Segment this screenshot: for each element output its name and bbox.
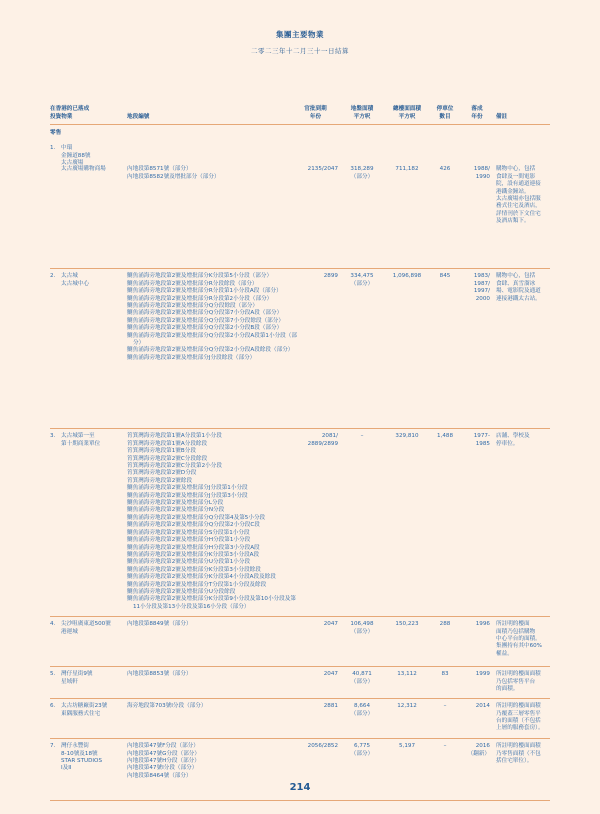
lot-number: 鰂魚涌海旁地段第2號及增批部分T分段第1小分段及餘段 (127, 581, 267, 588)
table-row (50, 617, 550, 667)
lot-number: 鰂魚涌海旁地段第2號及增批部分K分段第5小分段（部分） (127, 273, 273, 280)
lot-number: 鰂魚涌海旁地段第2號及增批部分R分段第1小分段A段（部分） (127, 288, 282, 295)
remarks: 所註明的樓面面積 乃包括零售平台 的面積。 (496, 671, 541, 692)
site-area: 40,871 （部分） (350, 671, 374, 685)
parking-spaces: – (443, 703, 447, 710)
col-parking: 停車位 數目 (436, 106, 454, 120)
remarks: 店舖、學校及 停車位。 (496, 433, 530, 447)
completion-year: 2016 （翻新） (467, 743, 490, 757)
lot-number: 內地段第8853號（部分） (127, 671, 192, 678)
col-remarks: 備註 (496, 113, 508, 120)
property-table (50, 104, 550, 801)
lot-number: 鰂魚涌海旁地段第2號及增批部分S分段第1小分段 (127, 529, 250, 536)
lot-list (127, 703, 302, 710)
lot-number: 鰂魚涌海旁地段第2號及增批部分Q分段第2小分段C段 (127, 522, 260, 529)
parking-spaces: 426 (439, 166, 451, 173)
site-area: 334,475 （部分） (350, 273, 374, 287)
lot-number: 筲箕灣海旁地段第1號A分段第1小分段 (127, 433, 222, 440)
completion-year: 1983/ 1987/ 1997/ 2000 (473, 273, 490, 302)
gross-floor-area: 13,112 (397, 671, 417, 678)
lot-number: 鰂魚涌海旁地段第2號及增批部分L分段 (127, 500, 224, 507)
property-name: 灣仔星街9號 星域軒 (61, 671, 93, 685)
completion-year: 1999 (475, 671, 490, 678)
col-year: 落成 年份 (471, 106, 483, 120)
lot-number: 鰂魚涌海旁地段第2號及增批部分R分段第2小分段（部分） (127, 295, 273, 302)
site-area: 6,775 （部分） (350, 743, 374, 757)
remarks: 所註明的樓面 面積乃包括購物 中心平台的面積。 集團持有其中60% 權益。 (496, 621, 542, 657)
section-retail: 零售 (50, 130, 62, 136)
lease-expiry: 2047 (323, 671, 338, 678)
lot-number: 鰂魚涌海旁地段第2號及增批部分K分段第3小分段A段 (127, 551, 260, 558)
table-body (50, 141, 550, 801)
table-row (50, 699, 550, 739)
lot-number: 內地段第8571號（部分） (127, 166, 192, 173)
remarks: 所註明的樓面面積 乃零售面積（不包 括住宅單位）。 (496, 743, 541, 764)
lease-expiry: 2056/2852 (307, 743, 338, 750)
lot-number: 鰂魚涌海旁地段第2號及增批部分Q分段第4及第5小分段 (127, 514, 266, 521)
lot-list (127, 145, 302, 181)
completion-year: 1977- 1985 (473, 433, 490, 447)
row-number: 5. (50, 671, 56, 678)
lot-number: 鰂魚涌海旁地段第2號及增批部分Q分段餘段（部分） (127, 303, 259, 310)
col-lot: 地段編號 (127, 113, 150, 120)
parking-spaces: 845 (439, 273, 451, 280)
table-row (50, 141, 550, 269)
lot-number: 筲箕灣海旁地段第2號餘段 (127, 477, 193, 484)
lot-number: 筲箕灣海旁地段第2號C分段第2小分段 (127, 463, 222, 470)
col-property: 在香港的已落成 投資物業 (50, 106, 90, 120)
lot-number: 筲箕灣海旁地段第2號C分段餘段 (127, 455, 208, 462)
site-area: 318,289 （部分） (350, 166, 374, 180)
page-title: 集團主要物業 (276, 30, 324, 39)
property-name: 中環 金鐘道88號 太古廣場 (61, 145, 91, 167)
lease-expiry: 2135/2047 (307, 166, 338, 173)
lot-number: 鰂魚涌海旁地段第2號及增批部分R分段餘段（部分） (127, 280, 258, 287)
lease-expiry: 2081/ 2889/2899 (307, 433, 338, 447)
row-number: 6. (50, 703, 56, 710)
lot-number: 鰂魚涌海旁地段第2號及增批部分N分段 (127, 507, 225, 514)
lot-number: 鰂魚涌海旁地段第2號及增批部分K分段第9小分段及第10小分段及第11小分段及第13小分段及第16小分段（部分） (127, 596, 296, 610)
row-number: 2. (50, 273, 56, 280)
parking-spaces: 83 (441, 671, 449, 678)
lot-list (127, 273, 302, 362)
table-row (50, 429, 550, 617)
lot-number: 海旁地段第703號I分段（部分） (127, 703, 207, 710)
lot-number: 鰂魚涌海旁地段第2號及增批部分U分段餘段 (127, 588, 236, 595)
row-number: 3. (50, 433, 56, 440)
lot-number: 內地段第8582號及增批部分（部分） (127, 173, 220, 180)
parking-spaces: 288 (439, 621, 451, 628)
lot-number: 內地段第47號G分段（部分） (127, 750, 200, 757)
completion-year: 1988/ 1990 (473, 166, 490, 180)
lot-number: 鰂魚涌海旁地段第2號及增批部分K分段第3小分段餘段 (127, 566, 261, 573)
lot-number: 鰂魚涌海旁地段第2號及增批部分Q分段第2小分段A段餘段（部分） (127, 347, 294, 354)
col-gfa: 總樓面面積 平方呎 (393, 106, 421, 120)
gross-floor-area: 5,197 (398, 743, 415, 750)
lot-list (127, 433, 302, 611)
lot-number: 內地段第47號H分段（部分） (127, 757, 200, 764)
lease-expiry: 2047 (323, 621, 338, 628)
property-name: 太古城 太古城中心 (61, 273, 89, 287)
row-number: 4. (50, 621, 56, 628)
lot-list (127, 621, 302, 628)
property-subname: 太古廣場購物商場 (61, 166, 106, 173)
lease-expiry: 2899 (323, 273, 338, 280)
gross-floor-area: 329,810 (395, 433, 419, 440)
lot-number: 內地段第47號F分段（部分） (127, 743, 199, 750)
lot-number: 鰂魚涌海旁地段第2號及增批部分Q分段第2小分段A段第1小分段（部分） (127, 332, 297, 347)
table-row (50, 667, 550, 699)
lot-number: 筲箕灣海旁地段第2號D分段 (127, 470, 197, 477)
page-subtitle: 二零二三年十二月三十一日結算 (251, 47, 349, 55)
lot-number: 鰂魚涌海旁地段第2號及增批部分Q分段第7小分段A段（部分） (127, 310, 283, 317)
lot-number: 鰂魚涌海旁地段第2號及增批部分U分段第1小分段 (127, 559, 251, 566)
lot-number: 筲箕灣海旁地段第1號A分段餘段 (127, 440, 208, 447)
lot-number: 筲箕灣海旁地段第1號B分段 (127, 448, 196, 455)
completion-year: 1996 (475, 621, 490, 628)
lot-list (127, 743, 302, 780)
page-number: 214 (289, 782, 311, 793)
remarks: 購物中心，包括 食肆、真雪溜冰 場、電影院及通道 連接港鐵太古站。 (496, 273, 541, 302)
lot-number: 內地段第8464號（部分） (127, 772, 192, 779)
site-area: – (360, 433, 364, 440)
gross-floor-area: 150,223 (395, 621, 419, 628)
property-name: 尖沙咀廣東道500號 港運城 (61, 621, 111, 635)
remarks: 購物中心，包括 食肆及一間電影 院，設有通道連接 港鐵金鐘站。 太古廣場亦包括服 務式住宅及酒店， 詳情刊於下文住宅 及酒店類下。 (496, 166, 541, 225)
row-number: 1. (50, 145, 56, 152)
lease-expiry: 2881 (323, 703, 338, 710)
site-area: 8,664 （部分） (350, 703, 374, 717)
table-header (50, 104, 550, 125)
lot-number: 鰂魚涌海旁地段第2號及增批部分Q分段第2小分段B段（部分） (127, 325, 283, 332)
remarks: 所註明的樓面面積 乃覆蓋三層零售平 台的面積（不包括 上層的服務套房）。 (496, 703, 544, 732)
parking-spaces: 1,488 (436, 433, 453, 440)
col-lease: 官批到期 年份 (304, 106, 327, 120)
lot-number: 內地段第47號I分段（部分） (127, 765, 198, 772)
lot-number: 鰂魚涌海旁地段第2號及增批部分H分段第1小分段 (127, 537, 251, 544)
lot-list (127, 671, 302, 678)
gross-floor-area: 1,096,898 (392, 273, 422, 280)
lot-number: 鰂魚涌海旁地段第2號及增批部分J分段餘段（部分） (127, 354, 256, 361)
property-name: 太古城第一至 第十期商業單位 (61, 433, 101, 447)
lot-number: 鰂魚涌海旁地段第2號及增批部分H分段第3小分段A段 (127, 544, 260, 551)
lot-number: 鰂魚涌海旁地段第2號及增批部分J分段第1小分段 (127, 485, 248, 492)
table-row (50, 269, 550, 429)
lot-number: 鰂魚涌海旁地段第2號及增批部分Q分段第7小分段餘段（部分） (127, 317, 284, 324)
parking-spaces: – (443, 743, 447, 750)
gross-floor-area: 12,312 (397, 703, 417, 710)
property-name: 灣仔永豐街 8-10號及18號 STAR STUDIOS I及II (61, 743, 102, 772)
lot-number: 鰂魚涌海旁地段第2號及增批部分J分段第3小分段 (127, 492, 248, 499)
row-number: 7. (50, 743, 56, 750)
lot-number: 鰂魚涌海旁地段第2號及增批部分K分段第4小分段A段及餘段 (127, 574, 276, 581)
col-site: 地盤面積 平方呎 (350, 106, 374, 120)
property-name: 太古坊糖廠街23號 東隅服務式住宅 (61, 703, 108, 717)
site-area: 106,498 （部分） (350, 621, 374, 635)
gross-floor-area: 711,182 (395, 166, 419, 173)
lot-number: 內地段第8849號（部分） (127, 621, 192, 628)
completion-year: 2014 (475, 703, 490, 710)
